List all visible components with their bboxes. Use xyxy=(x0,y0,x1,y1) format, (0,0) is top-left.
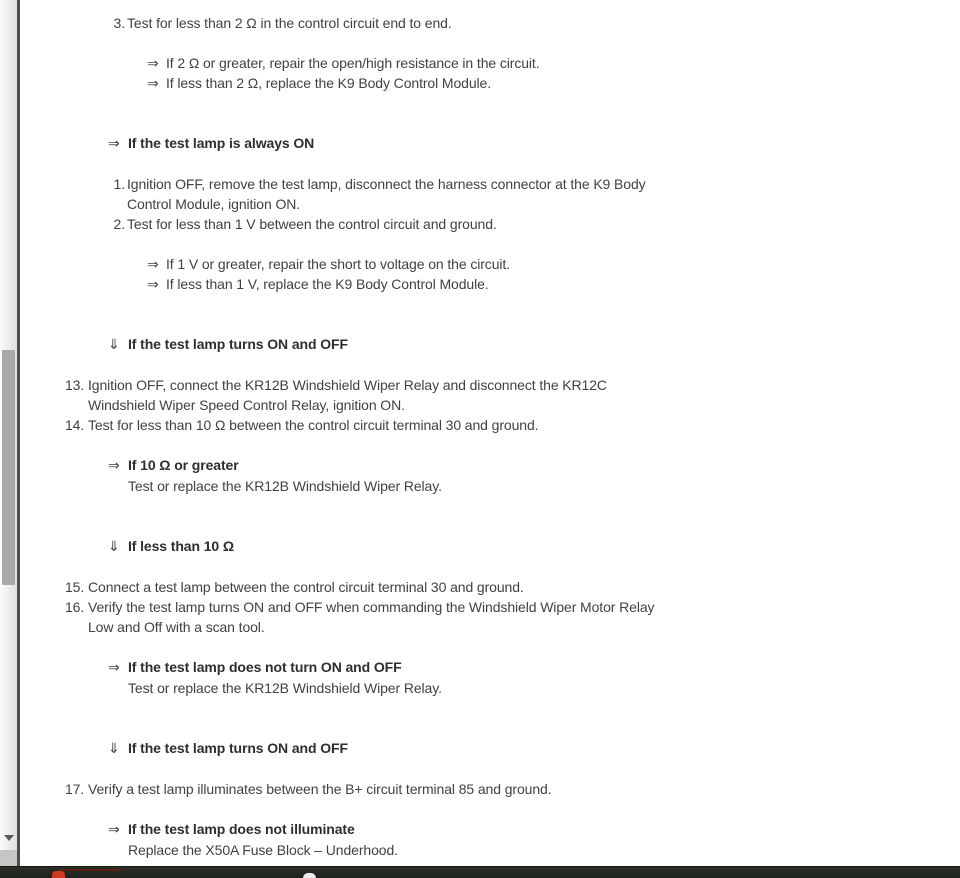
step-text: Verify the test lamp turns ON and OFF when commanding the Windshield Wiper Motor Relay xyxy=(88,599,655,615)
procedure-step xyxy=(65,415,960,435)
decision-header-text: If the test lamp turns ON and OFF xyxy=(128,336,348,352)
procedure-substep xyxy=(112,13,960,33)
substep-continuation xyxy=(127,194,960,214)
step-text: Ignition OFF, connect the KR12B Windshield Wiper Relay and disconnect the KR12C xyxy=(88,377,607,393)
step-number: 16. xyxy=(65,599,85,615)
right-double-arrow-icon: ⇒ xyxy=(147,55,159,71)
diagnostic-procedure-document xyxy=(20,0,960,860)
decision-header-text: If the test lamp does not turn ON and OFF xyxy=(128,659,402,675)
procedure-step xyxy=(65,577,960,597)
right-double-arrow-icon: ⇒ xyxy=(147,256,159,272)
step-number: 17. xyxy=(65,781,85,797)
result-line xyxy=(147,274,960,294)
decision-header-text: If the test lamp is always ON xyxy=(128,135,315,151)
step-text: Connect a test lamp between the control circuit terminal 30 and ground. xyxy=(88,579,524,595)
decision-header xyxy=(108,657,960,677)
action-text: Replace the X50A Fuse Block – Underhood. xyxy=(128,842,398,858)
right-double-arrow-icon: ⇒ xyxy=(147,75,159,91)
procedure-step xyxy=(65,375,960,395)
substep-text: Control Module, ignition ON. xyxy=(127,196,301,212)
decision-action xyxy=(128,678,960,698)
down-double-arrow-icon: ⇓ xyxy=(108,740,120,756)
decision-header-text: If less than 10 Ω xyxy=(128,538,235,554)
decision-header xyxy=(108,738,960,758)
step-text: Low and Off with a scan tool. xyxy=(88,619,265,635)
decision-header xyxy=(108,334,960,354)
step-text: Windshield Wiper Speed Control Relay, ignition ON. xyxy=(88,397,405,413)
right-double-arrow-icon: ⇒ xyxy=(108,659,120,675)
step-number: 13. xyxy=(65,377,85,393)
substep-number: 3. xyxy=(113,15,125,31)
step-number: 15. xyxy=(65,579,85,595)
step-continuation xyxy=(88,617,960,637)
decision-header-text: If the test lamp does not illuminate xyxy=(128,821,355,837)
substep-text: Test for less than 2 Ω in the control circuit end to end. xyxy=(127,15,452,31)
right-double-arrow-icon: ⇒ xyxy=(108,821,120,837)
right-double-arrow-icon: ⇒ xyxy=(108,135,120,151)
vertical-scrollbar[interactable] xyxy=(0,0,17,866)
result-text: If 2 Ω or greater, repair the open/high resistance in the circuit. xyxy=(166,55,540,71)
action-text: Test or replace the KR12B Windshield Wiper Relay. xyxy=(128,680,442,696)
down-double-arrow-icon: ⇓ xyxy=(108,336,120,352)
procedure-step xyxy=(65,779,960,799)
result-text: If less than 2 Ω, replace the K9 Body Control Module. xyxy=(166,75,492,91)
procedure-step xyxy=(65,597,960,617)
procedure-substep xyxy=(112,214,960,234)
scrollbar-down-arrow-icon[interactable] xyxy=(4,835,14,841)
result-line xyxy=(147,254,960,274)
result-line xyxy=(147,73,960,93)
decision-header xyxy=(108,455,960,475)
result-text: If 1 V or greater, repair the short to voltage on the circuit. xyxy=(166,256,510,272)
decision-header-text: If the test lamp turns ON and OFF xyxy=(128,740,348,756)
right-double-arrow-icon: ⇒ xyxy=(108,457,120,473)
step-text: Test for less than 10 Ω between the control circuit terminal 30 and ground. xyxy=(88,417,539,433)
step-number: 14. xyxy=(65,417,85,433)
result-line xyxy=(147,53,960,73)
document-viewport[interactable] xyxy=(20,0,960,866)
decision-header xyxy=(108,536,960,556)
step-text: Verify a test lamp illuminates between the B+ circuit terminal 85 and ground. xyxy=(88,781,552,797)
substep-text: Ignition OFF, remove the test lamp, disconnect the harness connector at the K9 Body xyxy=(127,176,646,192)
decision-header-text: If 10 Ω or greater xyxy=(128,457,239,473)
scrollbar-thumb[interactable] xyxy=(2,350,15,585)
substep-number: 1. xyxy=(113,176,125,192)
taskbar-app-icon[interactable] xyxy=(52,871,65,878)
substep-number: 2. xyxy=(113,216,125,232)
right-double-arrow-icon: ⇒ xyxy=(147,276,159,292)
scrollbar-bottom-cap xyxy=(0,850,17,866)
decision-header xyxy=(108,819,960,839)
taskbar[interactable] xyxy=(0,866,960,878)
decision-header xyxy=(108,133,960,153)
action-text: Test or replace the KR12B Windshield Wiper Relay. xyxy=(128,478,442,494)
taskbar-clock-icon[interactable] xyxy=(303,873,316,878)
procedure-substep xyxy=(112,174,960,194)
down-double-arrow-icon: ⇓ xyxy=(108,538,120,554)
step-continuation xyxy=(88,395,960,415)
taskbar-app-icon-detail xyxy=(60,869,122,871)
result-text: If less than 1 V, replace the K9 Body Control Module. xyxy=(166,276,489,292)
substep-text: Test for less than 1 V between the control circuit and ground. xyxy=(127,216,497,232)
decision-action xyxy=(128,840,960,860)
decision-action xyxy=(128,476,960,496)
